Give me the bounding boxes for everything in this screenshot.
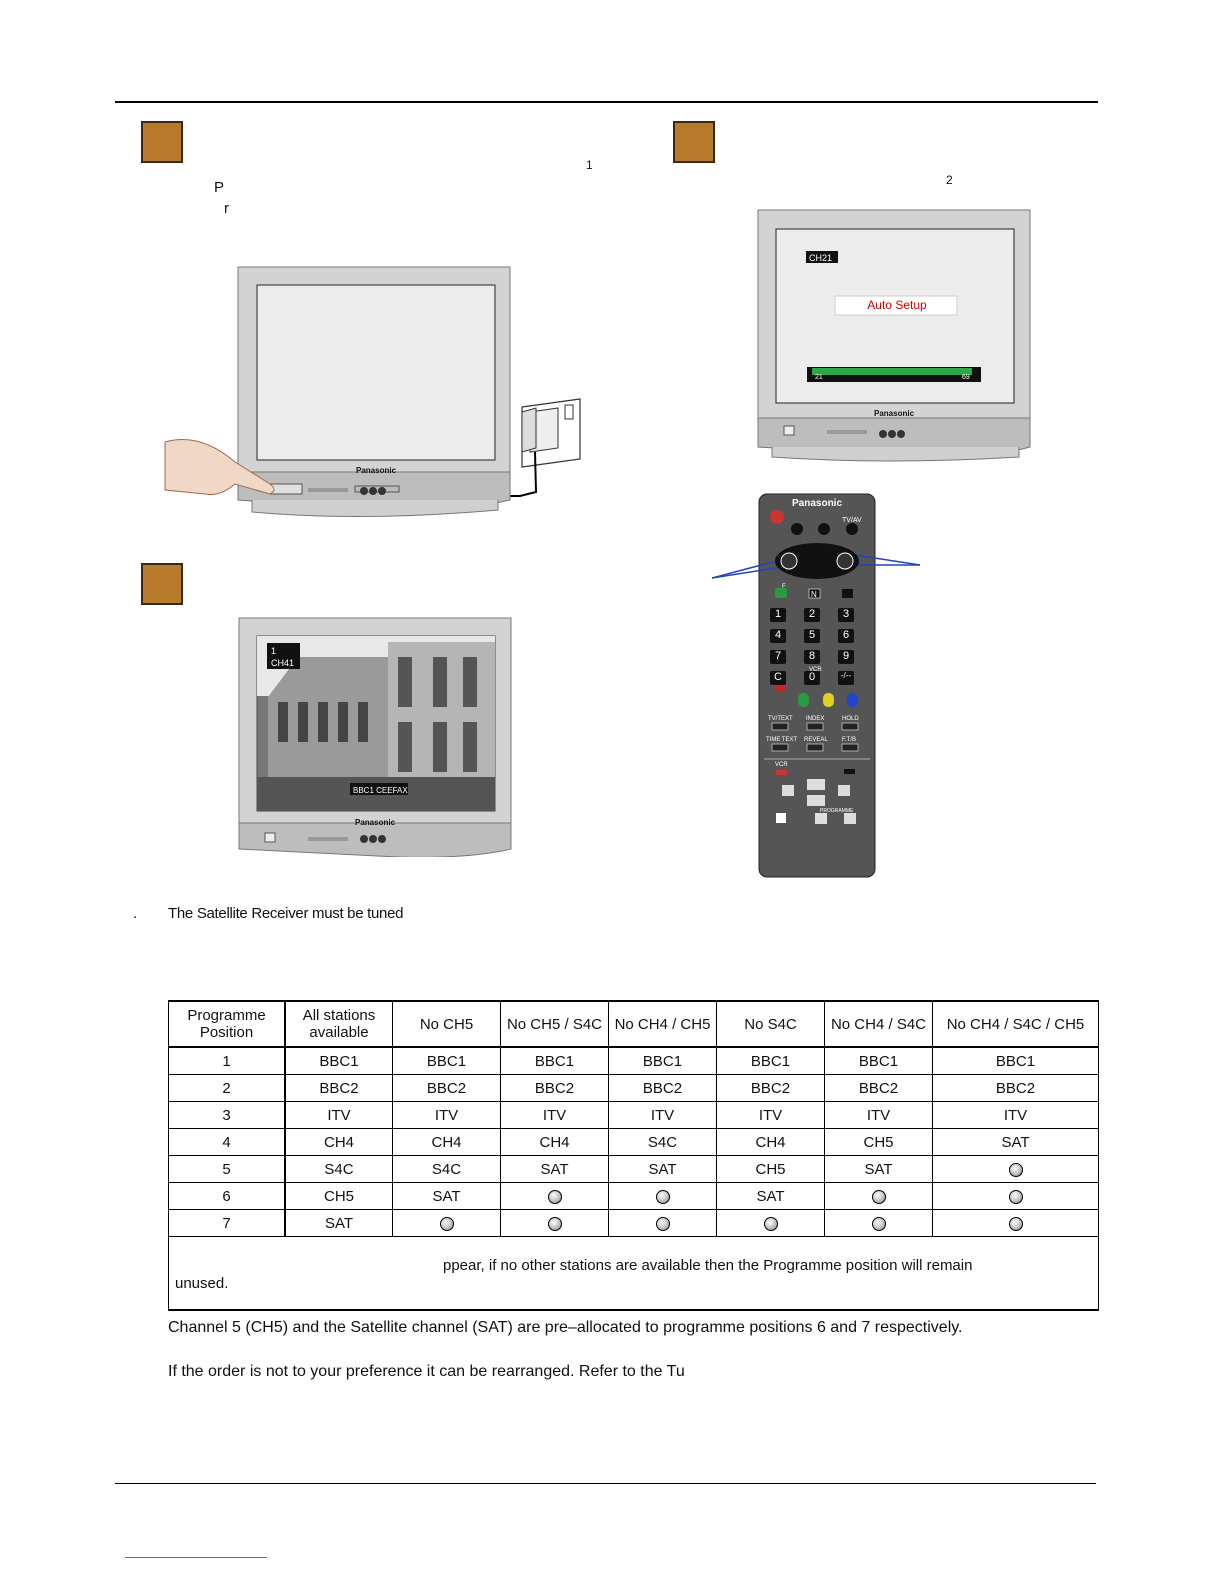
step1-fragment-p: P xyxy=(214,179,225,196)
tv-power-on-illustration xyxy=(160,262,600,524)
remote-tvtext-label: TV/TEXT xyxy=(768,716,793,722)
remote-key-c[interactable]: C xyxy=(770,671,786,685)
table-cell xyxy=(933,1156,1099,1183)
table-cell: CH4 xyxy=(717,1129,825,1156)
table-cell: BBC2 xyxy=(609,1075,717,1102)
table-header: No CH5 / S4C xyxy=(501,1001,609,1047)
remote-key-8[interactable]: 8 xyxy=(804,650,820,664)
step2-superscript: 2 xyxy=(946,173,953,187)
table-cell: BBC2 xyxy=(933,1075,1099,1102)
unused-circle-icon xyxy=(656,1190,670,1204)
remote-key-6[interactable]: 6 xyxy=(838,629,854,643)
remote-key-2[interactable]: 2 xyxy=(804,608,820,622)
table-row xyxy=(169,1129,1099,1156)
table-cell xyxy=(501,1183,609,1210)
table-header: No S4C xyxy=(717,1001,825,1047)
table-cell: CH4 xyxy=(393,1129,501,1156)
rearrange-paragraph: If the order is not to your preference it can be rearranged. Refer to the Tu xyxy=(168,1363,685,1380)
table-row xyxy=(169,1075,1099,1102)
table-header: No CH4 / CH5 xyxy=(609,1001,717,1047)
table-cell xyxy=(933,1210,1099,1237)
table-cell: CH5 xyxy=(825,1129,933,1156)
unused-circle-icon xyxy=(548,1217,562,1231)
remote-key-9[interactable]: 9 xyxy=(838,650,854,664)
tv1-brand: Panasonic xyxy=(356,466,397,475)
tv2-brand: Panasonic xyxy=(874,409,915,418)
table-cell: 6 xyxy=(169,1183,286,1210)
table-cell: 3 xyxy=(169,1102,286,1129)
table-cell: CH4 xyxy=(501,1129,609,1156)
table-cell: BBC1 xyxy=(285,1047,393,1075)
tv-auto-setup-illustration xyxy=(757,209,1032,464)
table-row xyxy=(169,1156,1099,1183)
table-note-row xyxy=(169,1237,1099,1311)
table-cell: BBC2 xyxy=(393,1075,501,1102)
table-cell: CH4 xyxy=(285,1129,393,1156)
table-cell: ITV xyxy=(609,1102,717,1129)
table-cell: BBC2 xyxy=(825,1075,933,1102)
unused-circle-icon xyxy=(656,1217,670,1231)
footer-link-underline xyxy=(125,1557,267,1558)
table-cell: SAT xyxy=(285,1210,393,1237)
table-cell: BBC1 xyxy=(393,1047,501,1075)
table-note-line1: ppear, if no other stations are available then the Programme position will remain xyxy=(443,1257,973,1274)
table-cell: SAT xyxy=(717,1183,825,1210)
table-header: All stations available xyxy=(285,1001,393,1047)
table-cell: BBC2 xyxy=(501,1075,609,1102)
remote-hold-label: HOLD xyxy=(842,716,859,722)
table-cell xyxy=(501,1210,609,1237)
table-cell: BBC1 xyxy=(609,1047,717,1075)
remote-key-5[interactable]: 5 xyxy=(804,629,820,643)
step-1-marker xyxy=(141,121,183,163)
table-header-row xyxy=(169,1001,1099,1047)
table-row xyxy=(169,1183,1099,1210)
tv2-bar-start: 21 xyxy=(815,374,823,381)
remote-ftb-label: F.T/B xyxy=(842,737,857,743)
table-cell: SAT xyxy=(393,1183,501,1210)
table-cell xyxy=(393,1210,501,1237)
remote-key-7[interactable]: 7 xyxy=(770,650,786,664)
unused-circle-icon xyxy=(764,1217,778,1231)
table-cell: SAT xyxy=(501,1156,609,1183)
remote-reveal-label: REVEAL xyxy=(804,737,828,743)
unused-circle-icon xyxy=(548,1190,562,1204)
table-header: No CH5 xyxy=(393,1001,501,1047)
table-cell: S4C xyxy=(285,1156,393,1183)
table-cell: ITV xyxy=(825,1102,933,1129)
unused-circle-icon xyxy=(440,1217,454,1231)
unused-circle-icon xyxy=(1009,1163,1023,1177)
remote-key-0[interactable]: 0 xyxy=(804,671,820,685)
table-cell: ITV xyxy=(717,1102,825,1129)
table-cell: BBC1 xyxy=(825,1047,933,1075)
preallocation-paragraph: Channel 5 (CH5) and the Satellite channel (SAT) are pre–allocated to programme positions 6 and 7 respectively. xyxy=(168,1319,963,1336)
remote-n-label: N xyxy=(811,590,817,599)
remote-timetext-label: TIME TEXT xyxy=(766,737,798,743)
header-rule xyxy=(115,101,1098,103)
table-cell: S4C xyxy=(609,1129,717,1156)
table-cell: BBC2 xyxy=(285,1075,393,1102)
table-row xyxy=(169,1102,1099,1129)
remote-control-illustration xyxy=(712,493,924,879)
table-cell: ITV xyxy=(393,1102,501,1129)
tv3-programme-number: 1 xyxy=(271,646,277,656)
tv2-bar-end: 69 xyxy=(962,374,970,381)
satellite-note: The Satellite Receiver must be tuned xyxy=(168,905,404,922)
step-3-marker xyxy=(141,563,183,605)
table-cell: ITV xyxy=(501,1102,609,1129)
tv2-menu-title: Auto Setup xyxy=(867,298,927,312)
table-cell: ITV xyxy=(285,1102,393,1129)
table-cell: 4 xyxy=(169,1129,286,1156)
table-cell: BBC1 xyxy=(933,1047,1099,1075)
table-note xyxy=(169,1237,1099,1311)
remote-f-label: F xyxy=(782,584,786,590)
table-header: No CH4 / S4C xyxy=(825,1001,933,1047)
table-cell: 2 xyxy=(169,1075,286,1102)
remote-vcr-power-label: VCR xyxy=(775,762,788,768)
remote-brand: Panasonic xyxy=(792,498,843,509)
wall-socket-icon xyxy=(522,399,580,467)
unused-circle-icon xyxy=(872,1217,886,1231)
remote-key-3[interactable]: 3 xyxy=(838,608,854,622)
step1-superscript: 1 xyxy=(586,158,593,172)
remote-keypad xyxy=(770,608,870,685)
table-cell xyxy=(609,1183,717,1210)
table-cell: BBC1 xyxy=(501,1047,609,1075)
table-cell: BBC2 xyxy=(717,1075,825,1102)
table-header: Programme Position xyxy=(169,1001,286,1047)
step-2-marker xyxy=(673,121,715,163)
tv3-brand: Panasonic xyxy=(355,818,396,827)
table-cell: 5 xyxy=(169,1156,286,1183)
note-bullet: . xyxy=(133,905,138,922)
table-row xyxy=(169,1047,1099,1075)
table-cell: BBC1 xyxy=(717,1047,825,1075)
table-cell: 7 xyxy=(169,1210,286,1237)
table-cell xyxy=(609,1210,717,1237)
remote-tvav-label: TV/AV xyxy=(842,517,862,524)
table-cell: SAT xyxy=(609,1156,717,1183)
table-cell xyxy=(717,1210,825,1237)
table-cell: CH5 xyxy=(285,1183,393,1210)
unused-circle-icon xyxy=(872,1190,886,1204)
table-cell: 1 xyxy=(169,1047,286,1075)
table-row xyxy=(169,1210,1099,1237)
table-cell xyxy=(825,1210,933,1237)
table-cell: SAT xyxy=(825,1156,933,1183)
table-cell: CH5 xyxy=(717,1156,825,1183)
table-cell: S4C xyxy=(393,1156,501,1183)
table-cell: ITV xyxy=(933,1102,1099,1129)
remote-key-4[interactable]: 4 xyxy=(770,629,786,643)
remote-vcr-label: VCR xyxy=(809,667,822,673)
tv3-channel: CH41 xyxy=(271,658,295,668)
table-header: No CH4 / S4C / CH5 xyxy=(933,1001,1099,1047)
remote-programme-label: PROGRAMME xyxy=(820,808,854,814)
step1-fragment-r: r xyxy=(224,200,229,217)
remote-index-label: INDEX xyxy=(806,716,825,722)
table-cell xyxy=(933,1183,1099,1210)
unused-circle-icon xyxy=(1009,1217,1023,1231)
table-cell: SAT xyxy=(933,1129,1099,1156)
unused-circle-icon xyxy=(1009,1190,1023,1204)
table-cell xyxy=(825,1183,933,1210)
remote-key-dash[interactable]: -/-- xyxy=(838,671,854,685)
table-note-line2: unused. xyxy=(175,1275,229,1292)
footer-rule xyxy=(115,1483,1096,1484)
remote-key-1[interactable]: 1 xyxy=(770,608,786,622)
tv3-caption: BBC1 CEEFAX xyxy=(353,786,408,795)
tv2-channel: CH21 xyxy=(809,253,833,263)
programme-position-table xyxy=(168,1000,1099,1311)
